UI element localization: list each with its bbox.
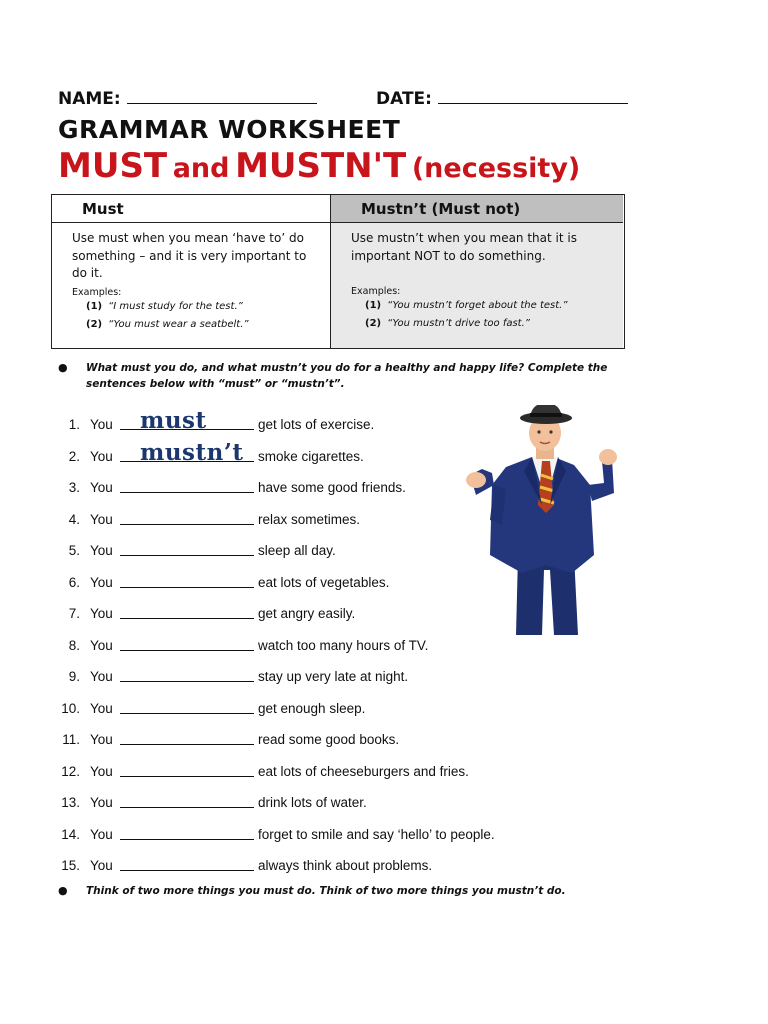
item-number: 11. <box>62 732 80 747</box>
mustnt-example <box>331 315 623 333</box>
answer-blank[interactable] <box>120 535 254 556</box>
item-subject: You <box>90 637 113 653</box>
subtitle-necessity: (necessity) <box>411 153 581 184</box>
man-in-suit-shrugging-illustration <box>462 405 622 637</box>
mustnt-description: Use mustn’t when you mean that it is important NOT to do something. <box>351 231 577 263</box>
mustnt-examples-label: Examples: <box>351 286 401 297</box>
item-number: 8. <box>68 637 80 653</box>
bullet-icon: ● <box>58 884 68 897</box>
item-sentence: get lots of exercise. <box>258 417 375 432</box>
instructions-line-2: sentences below with “must” or “mustn’t”. <box>86 378 345 390</box>
item-sentence: watch too many hours of TV. <box>258 637 429 653</box>
handwritten-answer: must <box>140 407 207 434</box>
exercise-item <box>58 725 558 747</box>
worksheet-subtitle <box>58 146 580 186</box>
example-number: (2) <box>86 318 103 330</box>
item-sentence: drink lots of water. <box>258 795 367 810</box>
mustnt-heading: Mustn’t (Must not) <box>331 195 623 223</box>
instructions-line-1: What must you do, and what mustn’t you do for a healthy and happy life? Complete the <box>86 362 608 374</box>
bottom-instructions-text: Think of two more things you must do. Think of two more things you mustn’t do. <box>86 885 566 897</box>
item-sentence: smoke cigarettes. <box>258 448 364 464</box>
item-subject: You <box>90 669 113 684</box>
item-sentence: eat lots of vegetables. <box>258 574 390 590</box>
must-example <box>52 298 330 316</box>
name-blank[interactable] <box>127 89 317 104</box>
item-subject: You <box>90 732 113 747</box>
item-sentence: always think about problems. <box>258 858 433 873</box>
exercise-item <box>58 694 558 716</box>
name-field <box>58 89 317 109</box>
item-sentence: read some good books. <box>258 732 400 747</box>
item-number: 2. <box>68 448 80 464</box>
answer-blank[interactable] <box>120 472 254 493</box>
answer-blank[interactable] <box>120 630 254 651</box>
item-number: 10. <box>61 700 80 716</box>
date-blank[interactable] <box>438 89 628 104</box>
example-text: “You must wear a seatbelt.” <box>108 318 249 330</box>
answer-blank[interactable] <box>120 504 254 525</box>
item-sentence: get angry easily. <box>258 606 356 621</box>
item-number: 3. <box>68 480 80 495</box>
exercise-item <box>58 662 558 684</box>
answer-blank[interactable] <box>120 661 254 682</box>
mustnt-example <box>331 297 623 315</box>
name-label: NAME: <box>58 89 121 109</box>
answer-blank[interactable] <box>120 567 254 588</box>
item-number: 5. <box>68 543 80 558</box>
item-sentence: stay up very late at night. <box>258 669 409 684</box>
exercise-item <box>58 820 558 842</box>
example-text: “You mustn’t forget about the test.” <box>387 300 568 311</box>
must-examples-label: Examples: <box>72 286 122 298</box>
example-number: (1) <box>365 300 382 311</box>
item-subject: You <box>90 417 113 432</box>
subtitle-must: MUST <box>58 146 168 186</box>
answer-blank[interactable] <box>120 787 254 808</box>
item-number: 6. <box>68 574 80 590</box>
answer-blank[interactable] <box>120 819 254 840</box>
date-label: DATE: <box>376 89 432 109</box>
item-sentence: get enough sleep. <box>258 700 366 716</box>
item-subject: You <box>90 858 113 873</box>
must-example <box>52 316 330 334</box>
item-subject: You <box>90 511 113 527</box>
example-text: “I must study for the test.” <box>108 300 243 312</box>
exercise-item <box>58 757 558 779</box>
item-number: 14. <box>61 826 80 842</box>
item-subject: You <box>90 574 113 590</box>
item-subject: You <box>90 606 113 621</box>
answer-blank[interactable] <box>120 756 254 777</box>
item-subject: You <box>90 480 113 495</box>
instructions <box>58 360 658 394</box>
example-number: (1) <box>86 300 103 312</box>
answer-blank[interactable] <box>120 693 254 714</box>
item-subject: You <box>90 448 113 464</box>
example-number: (2) <box>365 318 382 329</box>
item-sentence: forget to smile and say ‘hello’ to people. <box>258 826 495 842</box>
subtitle-mustnt: MUSTN'T <box>235 146 407 186</box>
subtitle-and: and <box>172 153 230 184</box>
item-number: 4. <box>68 511 80 527</box>
exercise-item <box>58 788 558 810</box>
handwritten-answer: mustn’t <box>140 438 244 466</box>
item-subject: You <box>90 795 113 810</box>
grammar-table <box>51 194 625 349</box>
item-subject: You <box>90 543 113 558</box>
date-field <box>376 89 628 109</box>
item-sentence: eat lots of cheeseburgers and fries. <box>258 763 469 779</box>
worksheet-title: GRAMMAR WORKSHEET <box>58 115 401 144</box>
answer-blank[interactable] <box>120 850 254 871</box>
item-number: 15. <box>61 858 80 873</box>
answer-blank[interactable] <box>120 724 254 745</box>
item-sentence: have some good friends. <box>258 480 406 495</box>
mustnt-column <box>331 195 623 348</box>
item-subject: You <box>90 826 113 842</box>
answer-blank[interactable] <box>120 598 254 619</box>
item-subject: You <box>90 700 113 716</box>
item-number: 7. <box>68 606 80 621</box>
item-sentence: relax sometimes. <box>258 511 361 527</box>
must-column <box>52 195 331 348</box>
item-number: 1. <box>68 417 80 432</box>
item-sentence: sleep all day. <box>258 543 336 558</box>
item-number: 13. <box>61 795 80 810</box>
bullet-icon: ● <box>58 361 68 374</box>
item-number: 9. <box>68 669 80 684</box>
must-description: Use must when you mean ‘have to’ do something – and it is very important to do it. <box>72 231 307 280</box>
must-heading: Must <box>52 195 330 223</box>
item-number: 12. <box>61 763 80 779</box>
bottom-instructions <box>58 883 658 901</box>
example-text: “You mustn’t drive too fast.” <box>387 318 530 329</box>
item-subject: You <box>90 763 113 779</box>
exercise-item <box>58 851 558 873</box>
